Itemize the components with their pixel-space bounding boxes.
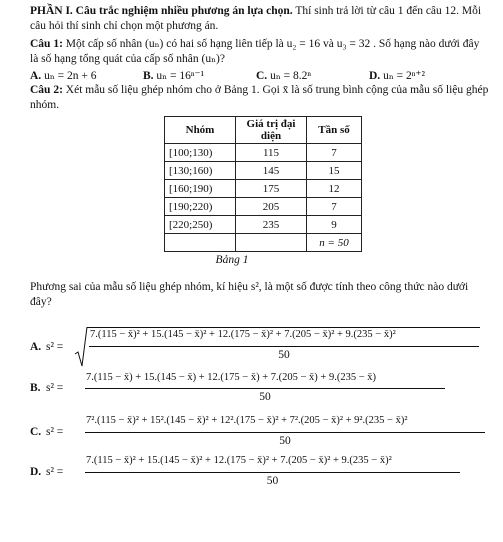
answer-denominator: 50 [278, 349, 290, 361]
part-heading: PHẦN I. Câu trắc nghiệm nhiều phương án lựa chọn. [30, 5, 293, 17]
table-header-cell: Tần số [307, 117, 362, 144]
fraction-bar [85, 388, 445, 389]
table-row [165, 144, 362, 162]
option-text: uₙ = 8.2ⁿ [270, 70, 312, 82]
option-letter: A. [30, 70, 42, 82]
answer-denominator: 50 [259, 391, 271, 403]
answer-denominator: 50 [266, 475, 279, 487]
option-letter: D. [369, 70, 381, 82]
q1-option-d[interactable] [369, 68, 482, 82]
answer-letter: C. [30, 426, 42, 438]
answer-lhs: s² = [46, 426, 64, 438]
q1-option-c[interactable] [256, 68, 369, 82]
q2-answer-b[interactable] [30, 372, 490, 408]
q2-answer-d[interactable] [30, 452, 490, 492]
table-header-cell: Nhóm [165, 117, 236, 144]
q2-answer-c[interactable] [30, 412, 490, 452]
part-intro [30, 4, 490, 34]
table-cell: 15 [307, 162, 362, 180]
answer-numerator: 7.(115 − x̄)² + 15.(145 − x̄)² + 12.(175 − x̄)² + 7.(205 − x̄)² + 9.(235 − x̄)² [90, 329, 396, 340]
q2-stem [30, 83, 490, 113]
answer-numerator: 7.(115 − x̄) + 15.(145 − x̄) + 12.(175 − x̄) + 7.(205 − x̄) + 9.(235 − x̄) [86, 372, 376, 383]
table-cell: 235 [236, 216, 307, 234]
answer-lhs: s² = [46, 466, 64, 478]
q1-text: Một cấp số nhân (uₙ) có hai số hạng liên tiếp là u₂ = 16 và u₃ = 32 . Số hạng nào dưới đây là số hạng tổng quát của cấp số nhân (uₙ)? [30, 38, 480, 65]
answer-numerator: 7².(115 − x̄)² + 15².(145 − x̄)² + 12².(175 − x̄)² + 7².(205 − x̄)² + 9².(235 − x̄)² [86, 415, 408, 426]
answer-letter: B. [30, 382, 41, 394]
answer-letter: A. [30, 341, 42, 353]
fraction-bar [89, 346, 479, 347]
table-cell: [100;130) [165, 144, 236, 162]
table-cell: 9 [307, 216, 362, 234]
table-cell: [160;190) [165, 180, 236, 198]
table-total-cell: n = 50 [307, 234, 362, 252]
q1-option-b[interactable] [143, 68, 256, 82]
part-instruction: Thí sinh trả lời từ câu 1 đến câu 12. Mỗi câu hỏi thí sinh chỉ chọn một phương án. [30, 5, 482, 32]
table-cell [165, 234, 236, 252]
answer-denominator: 50 [279, 435, 291, 447]
sqrt-overline [87, 327, 480, 328]
q1-label: Câu 1: [30, 38, 63, 50]
table-row [165, 180, 362, 198]
q1-option-a[interactable] [30, 68, 143, 82]
table-cell: 12 [307, 180, 362, 198]
table-caption: Bảng 1 [215, 254, 249, 266]
table-cell: 145 [236, 162, 307, 180]
table-row [165, 162, 362, 180]
q2-label: Câu 2: [30, 84, 63, 96]
q1-options [30, 68, 490, 82]
option-text: uₙ = 2ⁿ⁺² [383, 70, 425, 82]
table-header-row [165, 117, 362, 144]
q2-text: Xét mẫu số liệu ghép nhóm cho ở Bảng 1. Gọi x̄ là số trung bình cộng của mẫu số liệu ghép nhóm. [30, 84, 489, 111]
table-cell [236, 234, 307, 252]
option-text: uₙ = 16ⁿ⁻¹ [156, 70, 205, 82]
option-letter: C. [256, 70, 268, 82]
table-cell: 7 [307, 144, 362, 162]
table-cell: [220;250) [165, 216, 236, 234]
q2-answer-a[interactable] [30, 326, 490, 368]
option-text: uₙ = 2n + 6 [44, 70, 97, 82]
fraction-bar [85, 472, 460, 473]
document-page [30, 4, 490, 310]
table-cell: 175 [236, 180, 307, 198]
answer-lhs: s² = [46, 382, 64, 394]
fraction-bar [85, 432, 485, 433]
option-letter: B. [143, 70, 154, 82]
table-header-cell: Giá trị đại diện [236, 117, 307, 144]
table-cell: 205 [236, 198, 307, 216]
table-cell: [130;160) [165, 162, 236, 180]
answer-numerator: 7.(115 − x̄)² + 15.(145 − x̄)² + 12.(175 − x̄)² + 7.(205 − x̄)² + 9.(235 − x̄)² [86, 455, 392, 466]
table-row [165, 198, 362, 216]
table-cell: [190;220) [165, 198, 236, 216]
table-cell: 7 [307, 198, 362, 216]
table-total-row [165, 234, 362, 252]
answer-letter: D. [30, 466, 42, 478]
answer-lhs: s² = [46, 341, 64, 353]
sqrt-sign-icon [74, 326, 88, 368]
table-cell: 115 [236, 144, 307, 162]
frequency-table [164, 116, 362, 252]
q1-stem [30, 37, 490, 67]
table-row [165, 216, 362, 234]
q2-question: Phương sai của mẫu số liệu ghép nhóm, kí hiệu s², là một số được tính theo công thức nào dưới đây? [30, 281, 469, 308]
